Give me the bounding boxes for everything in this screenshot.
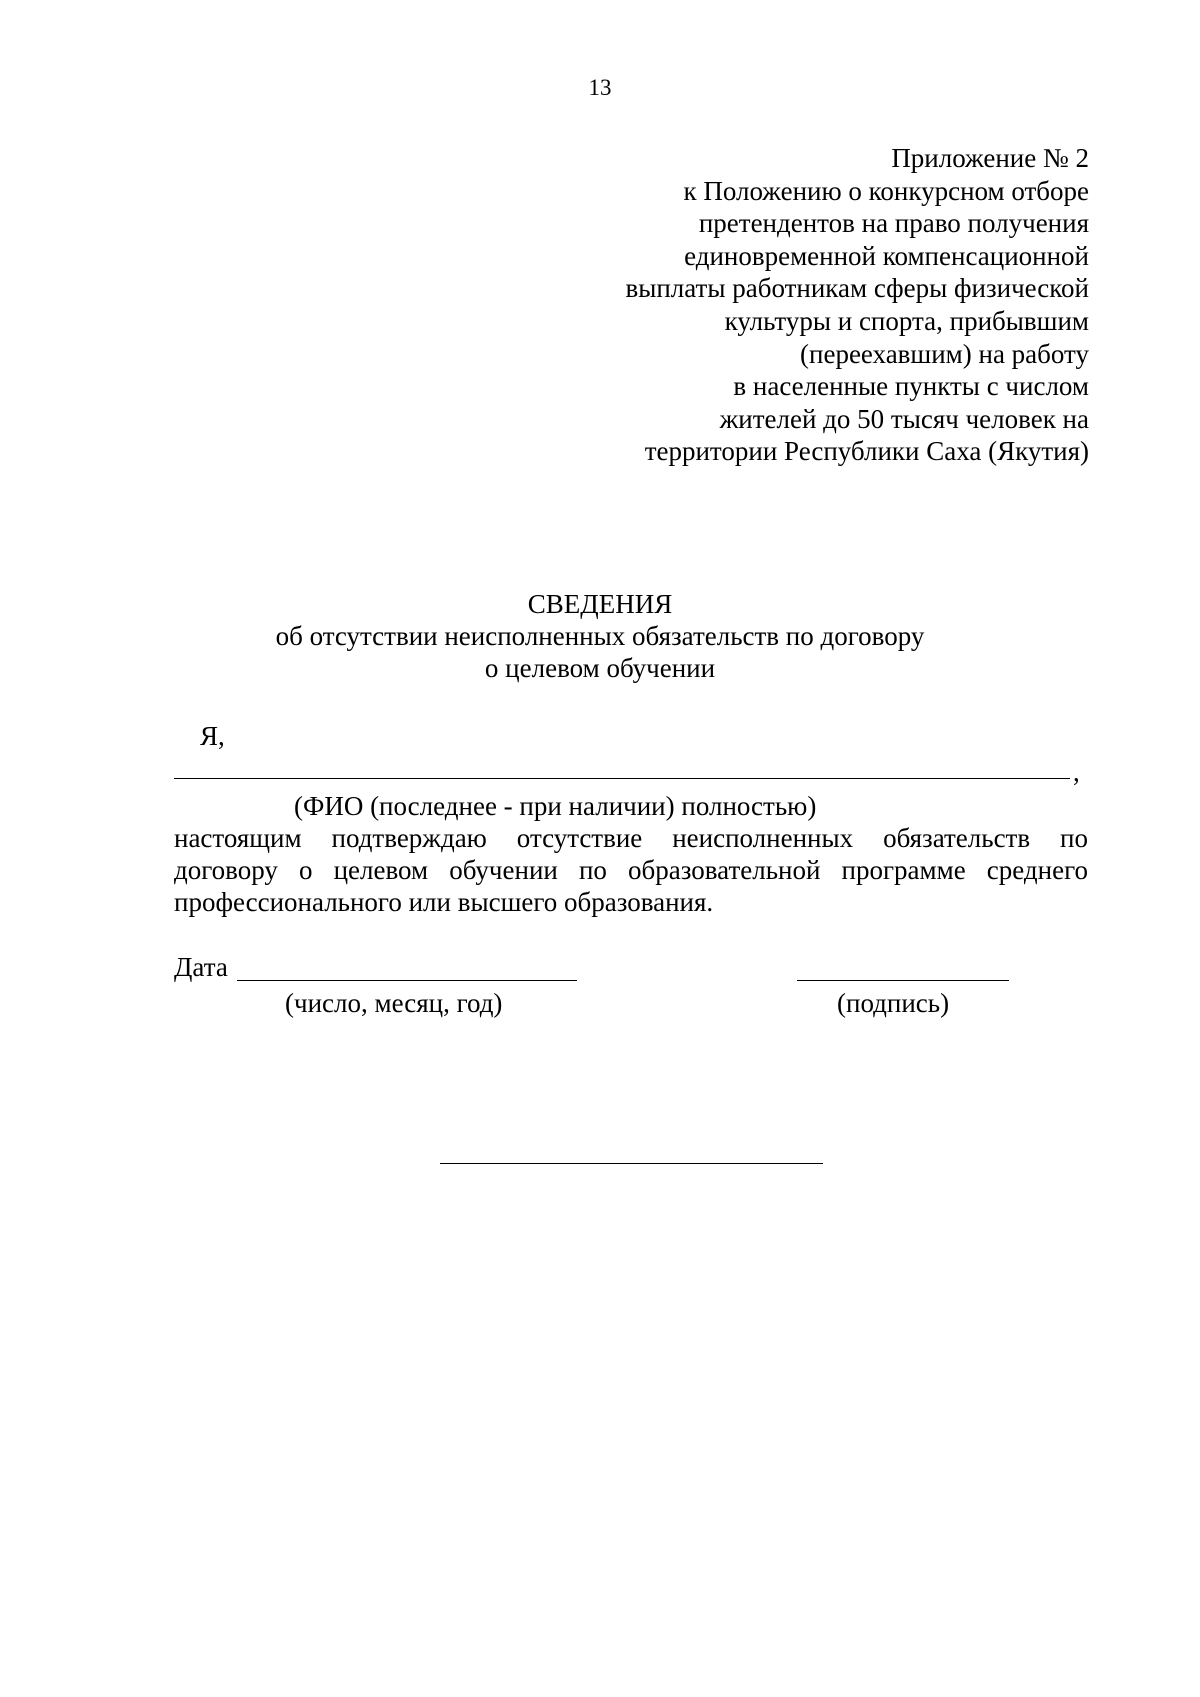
- full-name-field-line[interactable]: [174, 778, 1070, 779]
- annex-line: территории Республики Саха (Якутия): [644, 436, 1089, 467]
- full-name-caption: (ФИО (последнее - при наличии) полностью): [294, 791, 817, 821]
- page-number: 13: [588, 75, 612, 100]
- declaration-text-line: настоящим подтверждаю отсутствие неисполненных обязательств по: [174, 823, 1088, 853]
- date-field-line[interactable]: [237, 980, 577, 981]
- document-title: СВЕДЕНИЯ: [527, 589, 673, 619]
- annex-line: в населенные пункты с числом: [733, 371, 1089, 402]
- annex-header: [529, 142, 1089, 468]
- document-subtitle-line: об отсутствии неисполненных обязательств по договору: [275, 621, 925, 651]
- date-signature-row: [174, 951, 1088, 1021]
- name-line-comma: ,: [1073, 757, 1080, 787]
- declaration-pronoun: Я,: [200, 721, 225, 751]
- signature-caption: (подпись): [837, 988, 950, 1018]
- document-end-divider: [440, 1163, 823, 1164]
- annex-line: выплаты работникам сферы физической: [625, 273, 1089, 304]
- annex-line: к Положению о конкурсном отборе: [683, 175, 1089, 206]
- annex-line: единовременной компенсационной: [684, 240, 1089, 271]
- document-title-block: [0, 588, 1200, 684]
- annex-line: претендентов на право получения: [698, 208, 1089, 239]
- date-label: Дата: [174, 952, 228, 982]
- annex-line: (переехавшим) на работу: [800, 338, 1089, 369]
- document-subtitle-line: о целевом обучении: [484, 653, 716, 683]
- signature-field-line[interactable]: [797, 980, 1009, 981]
- annex-line: культуры и спорта, прибывшим: [724, 305, 1089, 336]
- declaration-text: [174, 822, 1088, 918]
- declaration-text-line: договору о целевом обучении по образовательной программе среднего: [174, 855, 1088, 885]
- annex-line: жителей до 50 тысяч человек на: [719, 403, 1089, 434]
- declaration-text-line: профессионального или высшего образования.: [174, 887, 714, 917]
- annex-line: Приложение № 2: [891, 143, 1089, 173]
- date-caption: (число, месяц, год): [285, 988, 503, 1018]
